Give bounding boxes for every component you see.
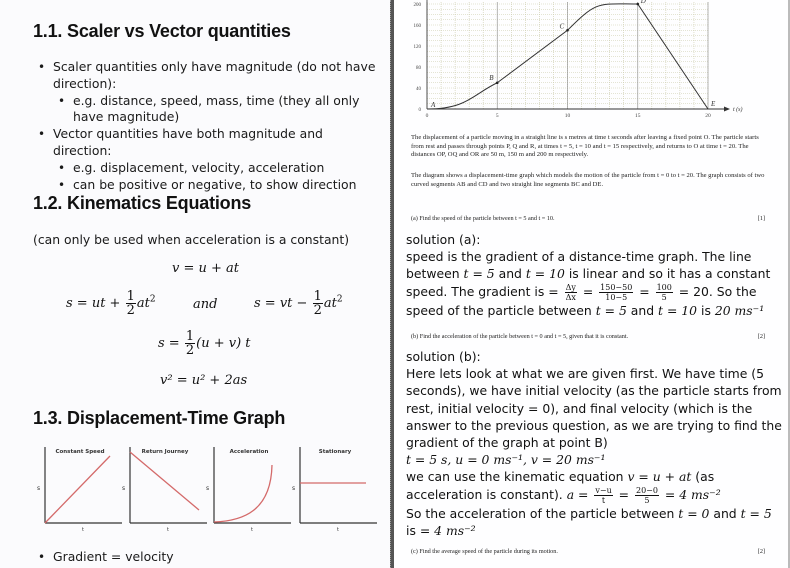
- y-axis-label: s: [37, 485, 41, 492]
- x-tick-label: 0: [425, 113, 429, 119]
- fraction-half: $\frac{1}{2}$: [185, 329, 195, 358]
- list-item: • e.g. displacement, velocity, acceleration: [33, 160, 378, 177]
- graph-return-journey: [122, 443, 201, 533]
- equation-v-squared: v² = u² + 2as: [160, 373, 248, 388]
- data-point: [636, 3, 639, 6]
- y-axis-label: s: [206, 485, 210, 492]
- list-item: • Scaler quantities only have magnitude (do not have direction):: [33, 59, 378, 93]
- graph-constant-speed: [37, 443, 116, 533]
- x-tick-label: 20: [705, 113, 711, 119]
- fraction: $\frac{v-u}{t}$: [595, 485, 612, 505]
- x-axis-title: t (s): [733, 107, 743, 113]
- solution-b: solution (b): Here lets look at what we are given first. We have time (5 seconds), we have initial velocity (as the particle starts from rest, initial velocity = 0), and final velocity (which is the answer to the previous question, as we are trying to find the gradient of the graph at point B) t = 5 s, u = 0 ms⁻¹, v = 20 ms⁻¹ we can use the kinematic equation v = u + at (as acceleration is constant). a = $\frac{v-u}{t}$ = $\frac{20-0}{5}$ = 4 ms⁻² So the acceleration of the particle between t = 0 and t = 5 is = 4 ms⁻²: [406, 348, 786, 539]
- question-paragraph-2: The diagram shows a displacement-time graph which models the motion of the particle from t = 0 to t = 20. The graph consists of two curved segments AB and CD and two straight line segments BC and DE.: [411, 172, 765, 188]
- fraction-half: $\frac{1}{2}$: [126, 289, 135, 318]
- question-b: (b) Find the acceleration of the particle between t = 0 and t = 5, given that it is constant. [2]: [411, 333, 765, 340]
- solution-a: solution (a): speed is the gradient of a distance-time graph. The line between t = 5 and t = 10 is linear and so it has a constant speed. The gradient is = $\frac{\Delta y}{\Delta x}$ = $\frac{150-50}{10-5}$ = $\frac{100}{5}$ = 20. So the speed of the particle between t = 5 and t = 10 is 20 ms⁻¹: [406, 231, 786, 319]
- y-tick-label: 80: [416, 66, 421, 71]
- marks: [2]: [757, 333, 765, 340]
- section-title-displacement-time: 1.3. Displacement-Time Graph: [33, 408, 286, 428]
- x-axis-label: t: [82, 527, 84, 533]
- graph-title: Acceleration: [229, 449, 269, 455]
- data-point: [496, 81, 499, 84]
- point-label: D: [640, 0, 646, 5]
- x-axis-label: t: [167, 527, 169, 533]
- equation-s-average: s = $\frac{1}{2}$ (u + v) t: [158, 329, 251, 358]
- x-tick-label: 5: [495, 113, 499, 119]
- acceleration-curve: [214, 465, 272, 522]
- section-title-kinematics: 1.2. Kinematics Equations: [33, 193, 252, 213]
- y-axis-label: s: [292, 485, 296, 492]
- point-label: C: [559, 22, 565, 31]
- graph-stationary-svg: [299, 443, 379, 533]
- list-item: • Vector quantities have both magnitude and direction:: [33, 126, 378, 160]
- equation-s-vt: s = vt − $\frac{1}{2}$ $at^2$: [254, 289, 343, 318]
- fraction: $\frac{100}{5}$: [656, 282, 672, 302]
- y-tick-label: 200: [413, 3, 421, 8]
- equation-v-u-at: v = u + at: [172, 261, 240, 276]
- graph-title: Stationary: [318, 449, 352, 455]
- fraction: $\frac{\Delta y}{\Delta x}$: [565, 282, 576, 302]
- kinematics-note: (can only be used when acceleration is a constant): [33, 232, 350, 247]
- notes-column: [0, 0, 390, 568]
- x-tick-label: 10: [564, 113, 571, 119]
- x-axis-label: t: [251, 527, 253, 533]
- x-tick-label: 15: [635, 113, 641, 119]
- point-label: E: [711, 100, 716, 108]
- fraction-half: $\frac{1}{2}$: [313, 289, 322, 318]
- list-item: • Gradient = velocity: [33, 549, 378, 566]
- solution-a-heading: solution (a):: [406, 232, 481, 247]
- y-tick-label: 0: [418, 108, 421, 113]
- list-item: • can be positive or negative, to show direction: [33, 177, 378, 194]
- section-title-scalar-vector: 1.1. Scaler vs Vector quantities: [33, 21, 291, 41]
- constant-speed-line: [45, 456, 110, 523]
- point-label: A: [431, 101, 436, 109]
- y-tick-label: 40: [416, 87, 421, 92]
- and-label: and: [193, 297, 218, 312]
- point-label: B: [489, 73, 494, 82]
- question-a: (a) Find the speed of the particle between t = 5 and t = 10. [1]: [411, 215, 765, 222]
- return-journey-line: [130, 452, 199, 510]
- question-c: (c) Find the average speed of the particle during its motion. [2]: [411, 548, 765, 555]
- gradient-list: [33, 549, 378, 566]
- marks: [1]: [757, 215, 765, 222]
- data-point: [566, 29, 569, 32]
- question-column: [394, 0, 790, 568]
- x-axis-label: t: [337, 527, 339, 533]
- fraction: $\frac{150-50}{10-5}$: [600, 282, 633, 302]
- given-values: t = 5 s, u = 0 ms⁻¹, v = 20 ms⁻¹: [406, 452, 606, 468]
- marks: [2]: [757, 548, 765, 555]
- list-item: • e.g. distance, speed, mass, time (they all only have magnitude): [33, 93, 378, 127]
- graph-title: Return Journey: [141, 449, 189, 455]
- graph-title: Constant Speed: [55, 449, 105, 455]
- graph-constant-speed-svg: [44, 443, 124, 533]
- scalar-vector-list: [33, 59, 378, 193]
- fraction: $\frac{20-0}{5}$: [635, 485, 658, 505]
- equation-s-ut: s = ut + $\frac{1}{2}$ $at^2$: [66, 289, 156, 318]
- x-axis-arrow-icon: [724, 107, 730, 112]
- graph-return-journey-svg: [129, 443, 209, 533]
- y-tick-label: 120: [413, 45, 421, 50]
- graph-acceleration: [206, 443, 285, 533]
- y-tick-label: 160: [413, 24, 421, 29]
- displacement-time-graph: [394, 0, 790, 122]
- graph-acceleration-svg: [213, 443, 296, 533]
- solution-b-heading: solution (b):: [406, 349, 481, 364]
- y-axis-label: s: [122, 485, 126, 492]
- graph-stationary: [292, 443, 371, 533]
- question-paragraph-1: The displacement of a particle moving in a straight line is s metres at time t seconds after leaving a fixed point O. The particle starts from rest and passes through points P, Q and R, at times t = 5, t = 10 and t = 15 respectively, and returns to O at time t = 20. The distances OP, OQ and OR are 50 m, 150 m and 200 m respectively.: [411, 134, 759, 159]
